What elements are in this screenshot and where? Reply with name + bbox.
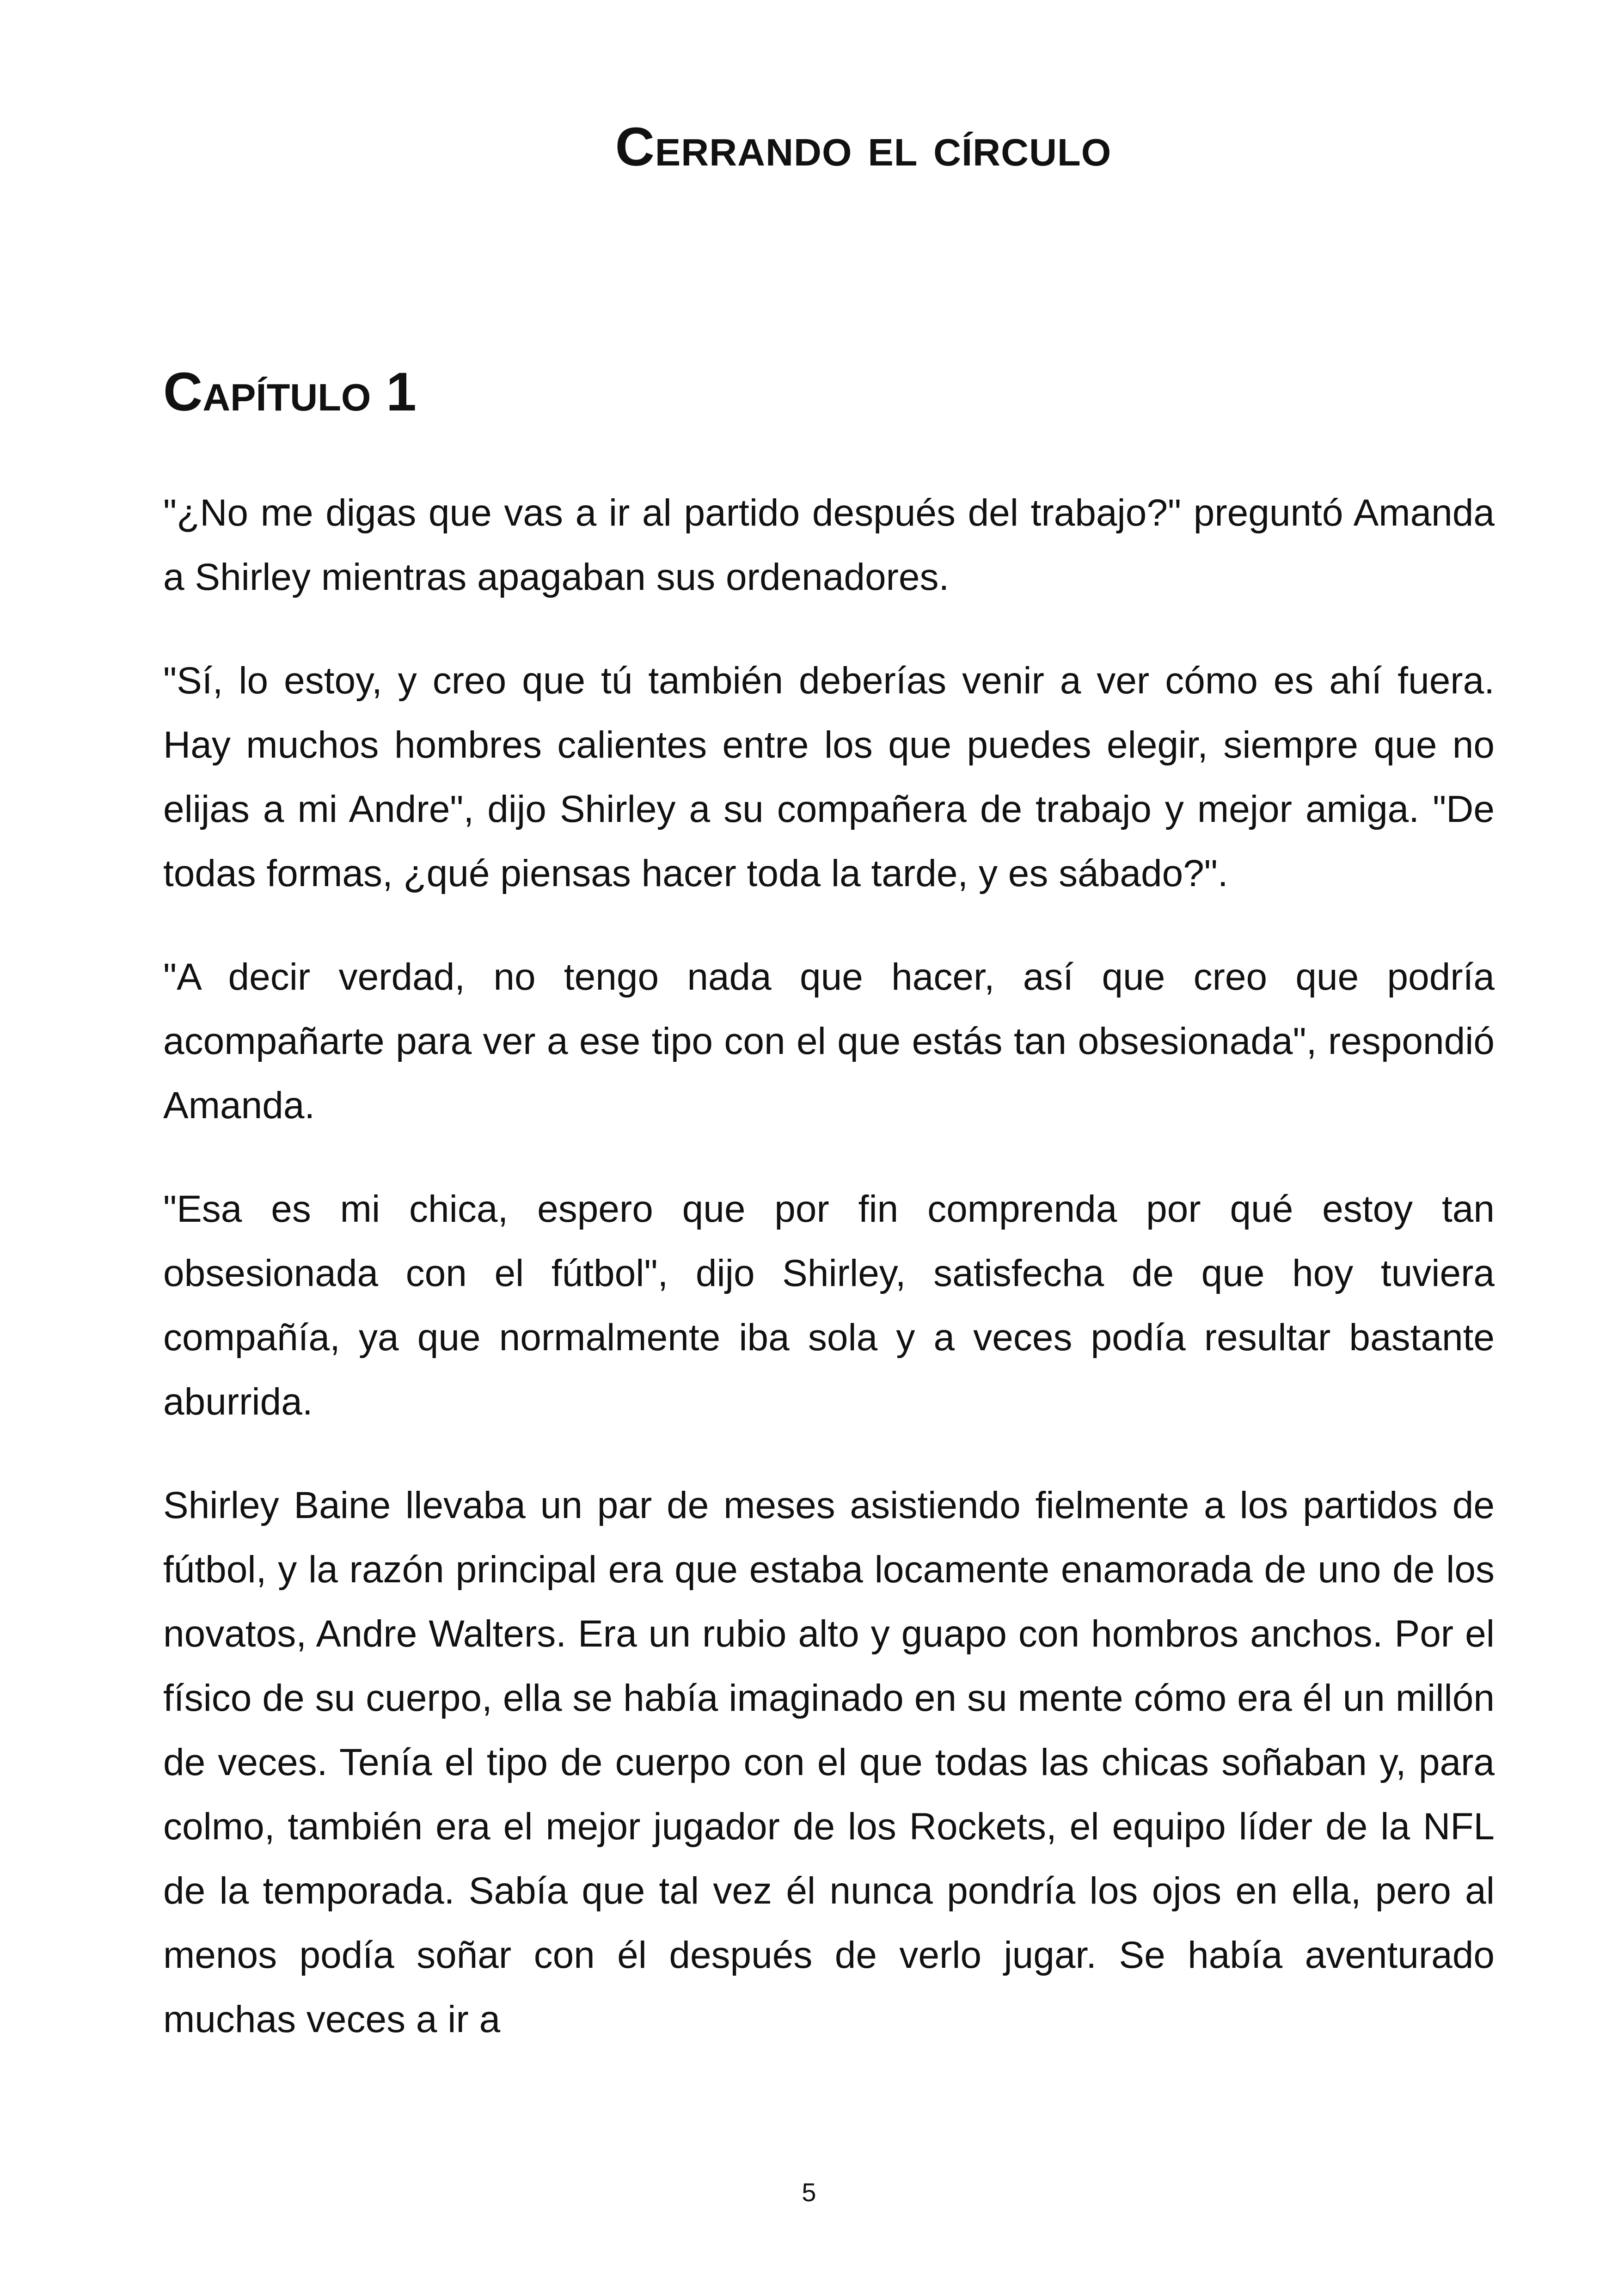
book-title: Cerrando el círculo [615, 116, 1112, 178]
paragraph: "A decir verdad, no tengo nada que hacer, así que creo que podría acompañarte para ver a ese tipo con el que estás tan obsesionada", respondió Amanda. [163, 956, 1495, 1127]
chapter-body [163, 481, 1495, 2091]
paragraph: "¿No me digas que vas a ir al partido después del trabajo?" preguntó Amanda a Shirley mientras apagaban sus ordenadores. [163, 492, 1495, 598]
chapter-title: Capítulo 1 [163, 361, 417, 422]
paragraph: "Esa es mi chica, espero que por fin comprenda por qué estoy tan obsesionada con el fútbol", dijo Shirley, satisfecha de que hoy tuviera compañía, ya que normalmente iba sola y a veces podía resultar bastante aburrida. [163, 1188, 1495, 1423]
page-number: 5 [802, 2178, 816, 2207]
paragraph: Shirley Baine llevaba un par de meses asistiendo fielmente a los partidos de fútbol, y la razón principal era que estaba locamente enamorada de uno de los novatos, Andre Walters. Era un rubio alto y guapo con hombros anchos. Por el físico de su cuerpo, ella se había imaginado en su mente cómo era él un millón de veces. Tenía el tipo de cuerpo con el que todas las chicas soñaban y, para colmo, también era el mejor jugador de los Rockets, el equipo líder de la NFL de la temporada. Sabía que tal vez él nunca pondría los ojos en ella, pero al menos podía soñar con él después de verlo jugar. Se había aventurado muchas veces a ir a [163, 1484, 1495, 2040]
paragraph: "Sí, lo estoy, y creo que tú también deberías venir a ver cómo es ahí fuera. Hay muchos hombres calientes entre los que puedes elegir, siempre que no elijas a mi Andre", dijo Shirley a su compañera de trabajo y mejor amiga. "De todas formas, ¿qué piensas hacer toda la tarde, y es sábado?". [163, 660, 1495, 894]
